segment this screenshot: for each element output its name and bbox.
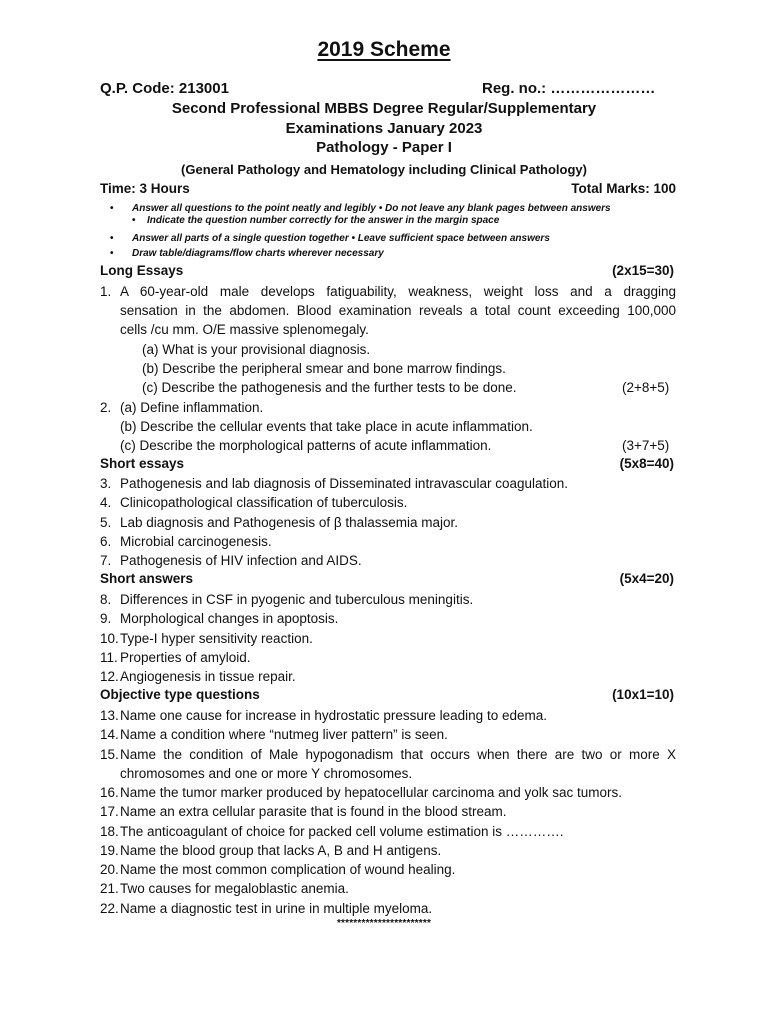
section-heading-long-essays: Long Essays (2x15=30) <box>100 263 674 278</box>
question-1a: (a) What is your provisional diagnosis. <box>142 342 371 357</box>
list-item: 5. Lab diagnosis and Pathogenesis of β thalassemia major. <box>100 515 458 530</box>
bullet-icon: • <box>110 203 114 214</box>
qp-code: Q.P. Code: 213001 <box>100 80 229 97</box>
end-stars: *********************** <box>336 918 432 929</box>
section-heading-short-answers: Short answers (5x4=20) <box>100 571 674 586</box>
list-item: 7. Pathogenesis of HIV infection and AIDS. <box>100 553 362 568</box>
section-marks: (5x8=40) <box>619 456 674 471</box>
question-2b: (b) Describe the cellular events that take place in acute inflammation. <box>120 419 533 434</box>
exam-session: Examinations January 2023 <box>285 120 483 137</box>
list-item: 12. Angiogenesis in tissue repair. <box>100 669 296 684</box>
list-item: 20. Name the most common complication of wound healing. <box>100 862 456 877</box>
question-1c: (c) Describe the pathogenesis and the further tests to be done. (2+8+5) <box>142 380 670 395</box>
section-heading-short-essays: Short essays (5x8=40) <box>100 456 674 471</box>
section-marks: (10x1=10) <box>612 687 674 702</box>
reg-no: Reg. no.: ………………… <box>482 80 656 97</box>
list-item: 11. Properties of amyloid. <box>100 650 251 665</box>
list-item: 16. Name the tumor marker produced by hepatocellular carcinoma and yolk sac tumors. <box>100 785 622 800</box>
time: Time: 3 Hours <box>100 181 190 196</box>
list-item: 8. Differences in CSF in pyogenic and tuberculous meningitis. <box>100 592 474 607</box>
exam-title: Second Professional MBBS Degree Regular/Supplementary <box>171 100 597 117</box>
list-item: 9. Morphological changes in apoptosis. <box>100 611 339 626</box>
list-item: 22. Name a diagnostic test in urine in multiple myeloma. <box>100 901 433 916</box>
section-heading-objective: Objective type questions (10x1=10) <box>100 687 674 702</box>
list-item: 3. Pathogenesis and lab diagnosis of Disseminated intravascular coagulation. <box>100 476 569 491</box>
list-item: 14. Name a condition where “nutmeg liver pattern” is seen. <box>100 727 448 742</box>
question-marks: (2+8+5) <box>622 380 670 395</box>
bullet-icon: • <box>110 248 114 259</box>
question-2c: (c) Describe the morphological patterns of acute inflammation. (3+7+5) <box>120 438 670 453</box>
section-marks: (5x4=20) <box>619 571 674 586</box>
question-2: 2. (a) Define inflammation. <box>100 400 264 415</box>
exam-paper: 2019 Scheme Q.P. Code: 213001 Reg. no.: ………………… Second Professional MBBS Degree Regular/Supplementary Examinations January 2023 Pathology - Paper I (General Pathology and Hematology including Clinical Pathology) Time: 3 Hours Total Marks: 100 • Answer all questions to the point neatly and legibly • Do not leave any blank pages between answers • Indicate the question number correctly for the answer in the margin space • Answer all parts of a single question together • Leave sufficient space between answers • Draw table/diagrams/flow charts wherever necessary Long Essays (2x15=30) 1. A 60-year-old male develops fatiguability, weakness, weight loss and a dragging sensation in the abdomen. Blood examination reveals a total count exceeding 100,000 cells /cu mm. O/E massive splenomegaly. (a) What is your provisional diagnosis. (b) Describe the peripheral smear and bone marrow findings. (c) Describe the pathogenesis and the further tests to be done. (2+8+5) 2. (a) Define inflammation. (b) Describe the cellular events that take place in acute inflammation. (c) Describe the morphological patterns of acute inflammation. (3+7+5) Short essays (5x8=40) 3. Pathogenesis and lab diagnosis of Disseminated intravascular coagulation. 4. Clinicopathological classification of tuberculosis. 5. Lab diagnosis and Pathogenesis of β thalassemia major. 6. Microbial carcinogenesis. 7. Pathogenesis of HIV infection and AIDS. Short answers (5x4=20) 8. Differences in CSF in pyogenic and tuberculous meningitis. 9. Morphological changes in apoptosis. 10. Type-I hyper sensitivity reaction. 11. Properties of amyloid. 12. Angiogenesis in tissue repair. Objective type questions (10x1=10) 13. Name one cause for increase in hydrostatic pressure leading to edema. 14. Name a condition where “nutmeg liver pattern” is seen. 15. Name the condition of Male hypogonadism that occurs when there are two or more X chromosomes and one or more Y chromosomes. 16. Name the tumor marker produced by hepatocellular carcinoma and yolk sac tumors. 17. Name an extra cellular parasite that is found in the blood stream. 18. The anticoagulant of choice for packed cell volume estimation is …………. 19. Name the blood group that lacks A, B and H antigens. 20. Name the most common complication of wound healing. 21. Two causes for megaloblastic anemia. 22. Name a diagnostic test in urine in multiple myeloma. *********************** <box>0 0 768 1024</box>
time-marks-row <box>100 181 676 196</box>
paper-title: Pathology - Paper I <box>316 139 452 156</box>
list-item: 4. Clinicopathological classification of tuberculosis. <box>100 495 408 510</box>
code-row <box>100 80 676 97</box>
list-item: 6. Microbial carcinogenesis. <box>100 534 272 549</box>
bullet-icon: • <box>132 215 136 226</box>
section-marks: (2x15=30) <box>612 263 674 278</box>
scheme-title: 2019 Scheme <box>317 38 451 61</box>
list-item: 13. Name one cause for increase in hydrostatic pressure leading to edema. <box>100 708 547 723</box>
total-marks: Total Marks: 100 <box>571 181 676 196</box>
list-item: 19. Name the blood group that lacks A, B and H antigens. <box>100 843 442 858</box>
paper-subtitle: (General Pathology and Hematology including Clinical Pathology) <box>181 162 587 177</box>
question-marks: (3+7+5) <box>622 438 670 453</box>
list-item: 18. The anticoagulant of choice for packed cell volume estimation is …………. <box>100 824 564 839</box>
list-item: 21. Two causes for megaloblastic anemia. <box>100 881 349 896</box>
list-item: 10. Type-I hyper sensitivity reaction. <box>100 631 313 646</box>
bullet-icon: • <box>110 233 114 244</box>
list-item: 17. Name an extra cellular parasite that is found in the blood stream. <box>100 804 507 819</box>
question-1b: (b) Describe the peripheral smear and bone marrow findings. <box>142 361 506 376</box>
list-item-continued: chromosomes and one or more Y chromosomes. <box>120 766 413 781</box>
